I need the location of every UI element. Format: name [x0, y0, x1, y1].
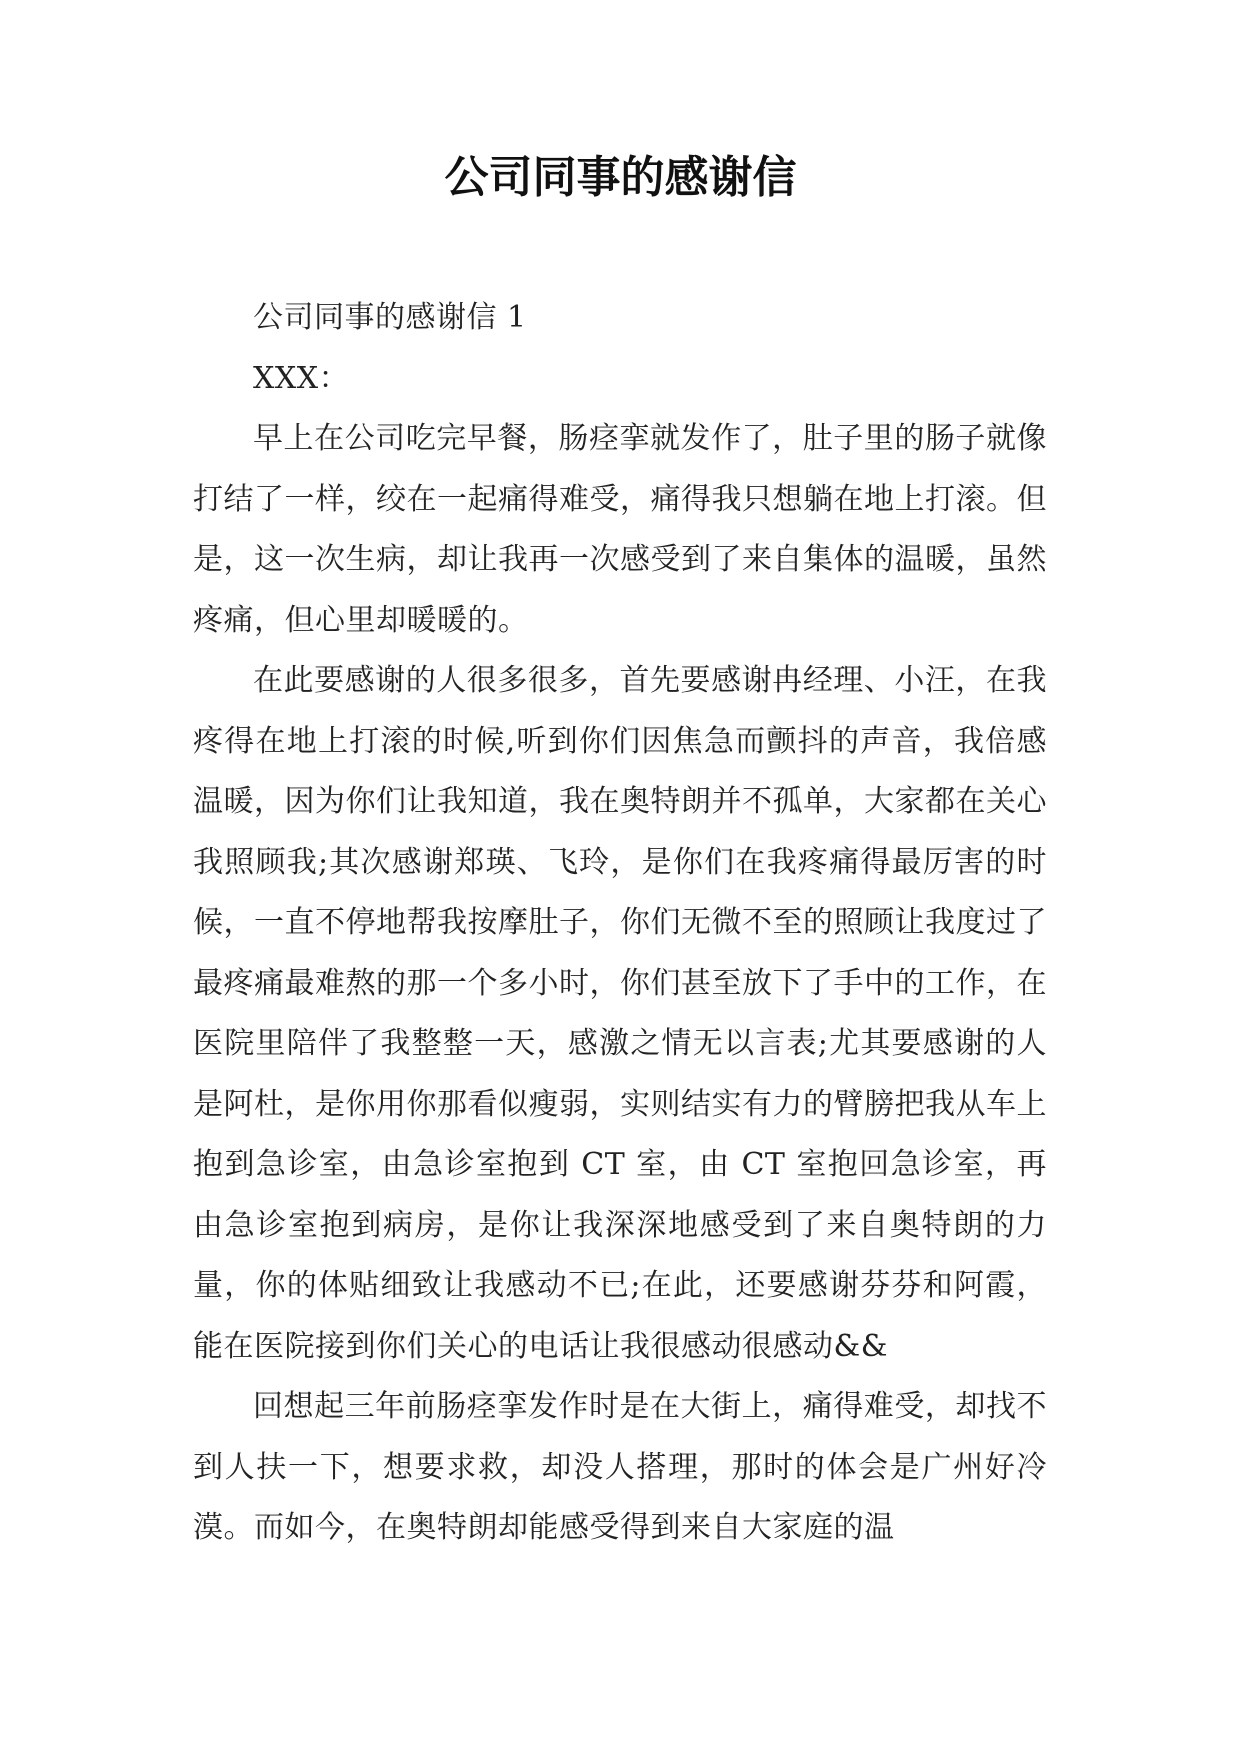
document-body: [193, 288, 1047, 1559]
body-paragraph: 在此要感谢的人很多很多，首先要感谢冉经理、小汪，在我疼得在地上打滚的时候,听到你们因焦急而颤抖的声音，我倍感温暖，因为你们让我知道，我在奥特朗并不孤单，大家都在关心我照顾我;其次感谢郑瑛、飞玲，是你们在我疼痛得最厉害的时候，一直不停地帮我按摩肚子，你们无微不至的照顾让我度过了最疼痛最难熬的那一个多小时，你们甚至放下了手中的工作，在医院里陪伴了我整整一天，感激之情无以言表;尤其要感谢的人是阿杜，是你用你那看似瘦弱，实则结实有力的臂膀把我从车上抱到急诊室，由急诊室抱到 CT 室，由 CT 室抱回急诊室，再由急诊室抱到病房，是你让我深深地感受到了来自奥特朗的力量，你的体贴细致让我感动不已;在此，还要感谢芬芬和阿霞，能在医院接到你们关心的电话让我很感动很感动&&: [193, 663, 1047, 1364]
body-paragraph: 早上在公司吃完早餐，肠痉挛就发作了，肚子里的肠子就像打结了一样，绞在一起痛得难受，痛得我只想躺在地上打滚。但是，这一次生病，却让我再一次感受到了来自集体的温暖，虽然疼痛，但心里却暖暖的。: [193, 421, 1047, 638]
subtitle-paragraph: 公司同事的感谢信 1: [253, 300, 527, 335]
salutation-paragraph: XXX：: [253, 360, 350, 396]
document-title: 公司同事的感谢信: [444, 152, 797, 203]
body-paragraph: 回想起三年前肠痉挛发作时是在大街上，痛得难受，却找不到人扶一下，想要求救，却没人搭理，那时的体会是广州好冷漠。而如今，在奥特朗却能感受得到来自大家庭的温: [193, 1389, 1047, 1545]
